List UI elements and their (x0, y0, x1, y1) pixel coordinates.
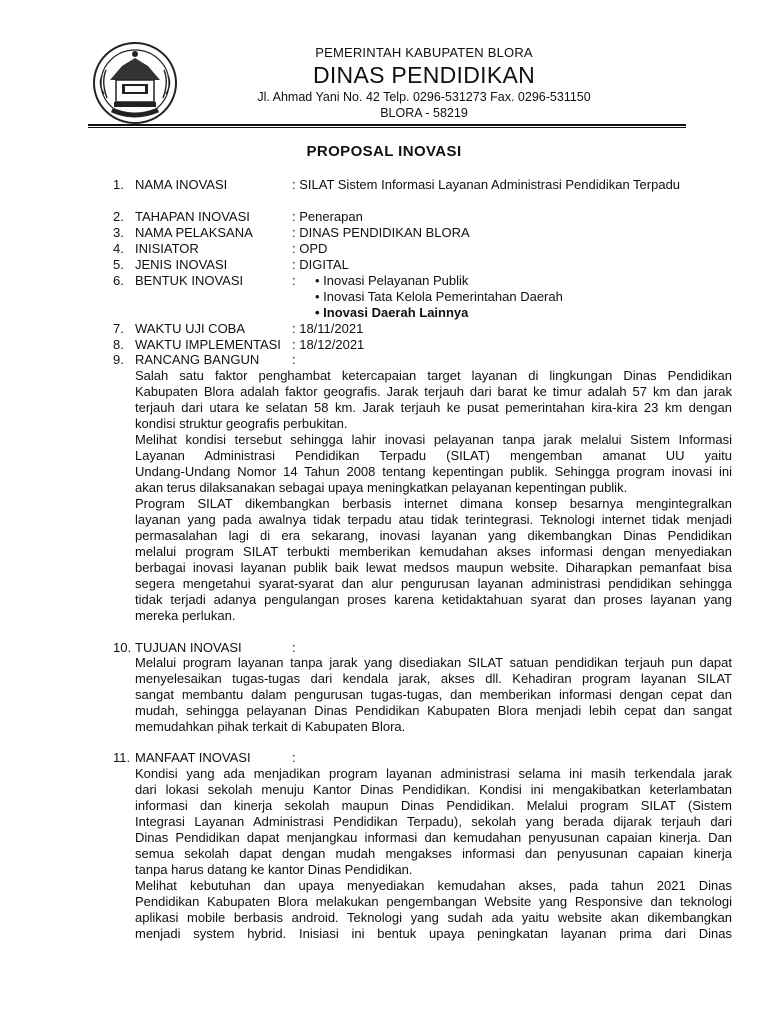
bentuk-option: • Inovasi Tata Kelola Pemerintahan Daerah (315, 289, 563, 304)
item-value: : (292, 750, 296, 765)
header-address: Jl. Ahmad Yani No. 42 Telp. 0296-531273 Fax. 0296-531150 (257, 90, 591, 104)
rancang-bangun-text: Salah satu faktor penghambat ketercapaian target layanan di lingkungan Dinas Pendidikan Kabupaten Blora adalah faktor geografis. Jarak terjauh dari barat ke timur adalah 57 km dan jarak terjauh dari utara ke selatan 58 km. Jarak terjauh ke pusat pemerintahan kira-kira 23 km dengan kondisi struktur geografis perbukitan. Melihat kondisi tersebut sehingga lahir inovasi pelayanan tanpa jarak melalui Sistem Informasi Layanan Administrasi Pendidikan Terpadu (SILAT) mengemban amanat UU yaitu Undang-Undang Nomor 14 Tahun 2008 tentang kepentingan publik. Sehingga program inovasi ini akan terus dilaksanakan sebagai upaya meningkatkan pelayanan kepentingan publik. Program SILAT dikembangkan berbasis internet dimana konsep besarnya mengintegralkan layanan yang pada awalnya tidak terpadu atau tidak terintegrasi. Teknologi internet tidak menjadi permasalahan lagi di era sekarang, inovasi layanan yang dikembangkan Dinas Pendidikan melalui program SILAT terbukti memberikan kemudahan akses informasi dengan menyediakan berbagai inovasi layanan publik baik lewat medsos maupun website. Diharapkan pemanfaat bisa segera mengetahui syarat-syarat dan alur pengurusan layanan administrasi pendidikan sehingga tidak terjadi adanya pengulangan proses karena ketidaktahuan syarat dan proses layanan yang mereka perlukan. (135, 368, 732, 623)
item-label: TAHAPAN INOVASI (135, 209, 250, 224)
item-label: WAKTU UJI COBA (135, 321, 246, 336)
header-city: BLORA - 58219 (380, 106, 468, 120)
page-title: PROPOSAL INOVASI (306, 143, 462, 160)
item-number: 1. (113, 177, 124, 192)
item-number: 8. (113, 337, 124, 352)
header-divider-thin (88, 127, 686, 128)
item-label: INISIATOR (135, 241, 199, 256)
header-office: DINAS PENDIDIKAN (312, 62, 536, 88)
item-number: 5. (113, 257, 124, 272)
item-number: 2. (113, 209, 124, 224)
item-value: : OPD (292, 241, 328, 256)
item-number: 7. (113, 321, 124, 336)
item-label: WAKTU IMPLEMENTASI (135, 337, 281, 352)
item-label: MANFAAT INOVASI (135, 750, 251, 765)
bentuk-option: • Inovasi Pelayanan Publik (315, 273, 469, 288)
item-label: TUJUAN INOVASI (135, 640, 242, 655)
item-value: : DINAS PENDIDIKAN BLORA (292, 225, 470, 240)
item-label: NAMA PELAKSANA (135, 225, 253, 240)
item-value: : (292, 352, 296, 367)
bentuk-option-selected: • Inovasi Daerah Lainnya (315, 305, 469, 320)
header-divider (88, 124, 686, 126)
header-government: PEMERINTAH KABUPATEN BLORA (315, 45, 533, 60)
item-number: 9. (113, 352, 124, 367)
item-label: BENTUK INOVASI (135, 273, 244, 288)
item-label: NAMA INOVASI (135, 177, 228, 192)
item-value: : DIGITAL (292, 257, 349, 272)
item-value: : 18/12/2021 (292, 337, 365, 352)
item-number: 4. (113, 241, 124, 256)
manfaat-inovasi-text: Kondisi yang ada menjadikan program layanan administrasi selama ini masih terkendala jarak dari lokasi sekolah menuju Kantor Dinas Pendidikan. Kondisi ini mengakibatkan keterlambatan informasi dan kinerja sekolah maupun Dinas Pendidikan. Melalui program SILAT (Sistem Integrasi Layanan Administrasi Pendidikan Terpadu), sekolah yang berada dijarak terjauh dari Dinas Pendidikan dapat menjangkau informasi dan kemudahan penyusunan capaian kinerja. Dan semua sekolah dapat dengan mudah mengakses informasi dan penyusunan capaian kinerja tanpa harus datang ke kantor Dinas Pendidikan. Melihat kebutuhan dan upaya menyediakan kemudahan akses, pada tahun 2021 Dinas Pendidikan Kabupaten Blora melakukan pengembangan Website yang Responsive dan teknologi aplikasi mobile berbasis android. Teknologi yang sudah ada yaitu website akan dikembangkan menjadi system hybrid. Inisiasi ini bentuk upaya peningkatan layanan prima dari Dinas (135, 766, 732, 941)
item-value: : SILAT Sistem Informasi Layanan Administrasi Pendidikan Terpadu (292, 177, 681, 192)
item-value: : (292, 273, 296, 288)
item-value: : 18/11/2021 (292, 321, 364, 336)
tujuan-inovasi-text: Melalui program layanan tanpa jarak yang disediakan SILAT satuan pendidikan terjauh pun dapat menyelesaikan tugas-tugas dari kendala jarak, akses dll. Kehadiran program layanan SILAT sangat membantu dalam pengurusan tugas-tugas, dan memberikan informasi dengan cepat dan mudah, sehingga pelayanan Dinas Pendidikan Kabupaten Blora menjadi lebih cepat dan sangat memudahkan pihak terkait di Kabupaten Blora. (135, 655, 732, 734)
item-label: RANCANG BANGUN (135, 352, 260, 367)
item-label: JENIS INOVASI (135, 257, 228, 272)
item-number: 6. (113, 273, 124, 288)
item-value: : Penerapan (292, 209, 363, 224)
item-value: : (292, 640, 296, 655)
item-number: 3. (113, 225, 124, 240)
item-number: 11. (113, 750, 131, 765)
item-number: 10. (113, 640, 132, 655)
